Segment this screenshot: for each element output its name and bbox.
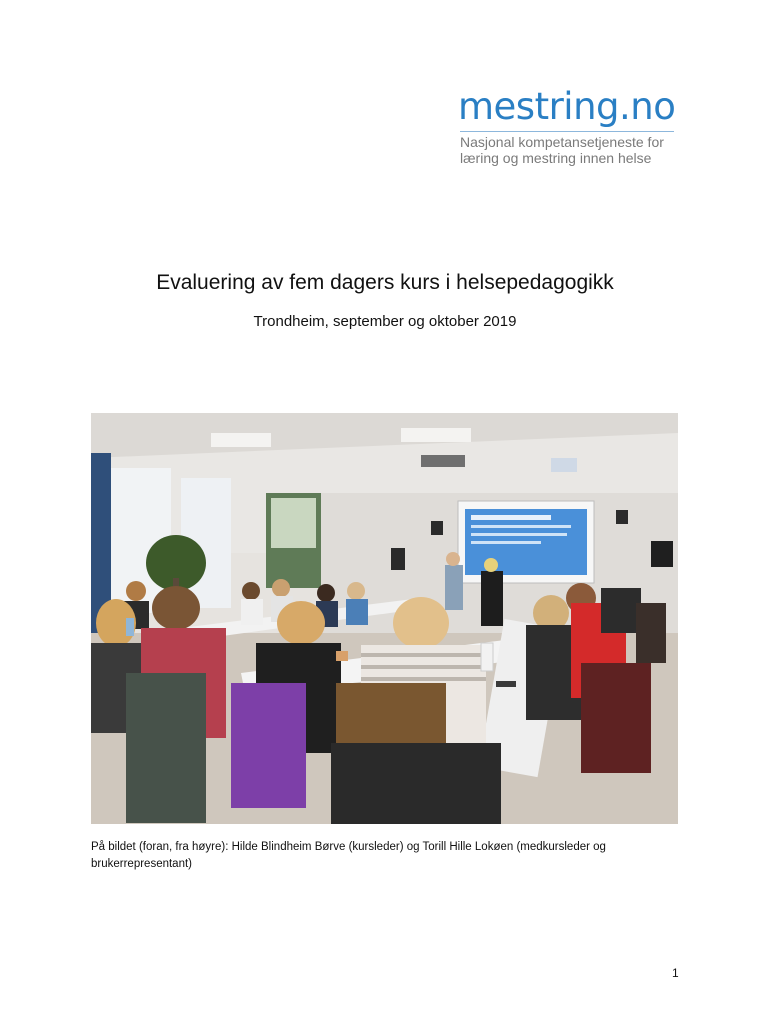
document-title: Evaluering av fem dagers kurs i helsepedagogikk [156, 271, 614, 294]
classroom-photo [91, 413, 678, 824]
logo-tagline-line1: Nasjonal kompetansetjeneste for [460, 134, 664, 150]
document-subtitle: Trondheim, september og oktober 2019 [253, 313, 517, 330]
logo-tagline-line2: læring og mestring innen helse [460, 150, 652, 166]
page-number: 1 [672, 966, 679, 980]
mestring-logo [458, 85, 688, 178]
classroom-photo-illustration [91, 413, 678, 824]
photo-caption: På bildet (foran, fra høyre): Hilde Blindheim Børve (kursleder) og Torill Hille Lokøen (medkursleder og brukerrepresentant) [91, 841, 606, 870]
logo-wordmark: mestring.no [458, 85, 676, 128]
logo-divider [460, 131, 674, 132]
